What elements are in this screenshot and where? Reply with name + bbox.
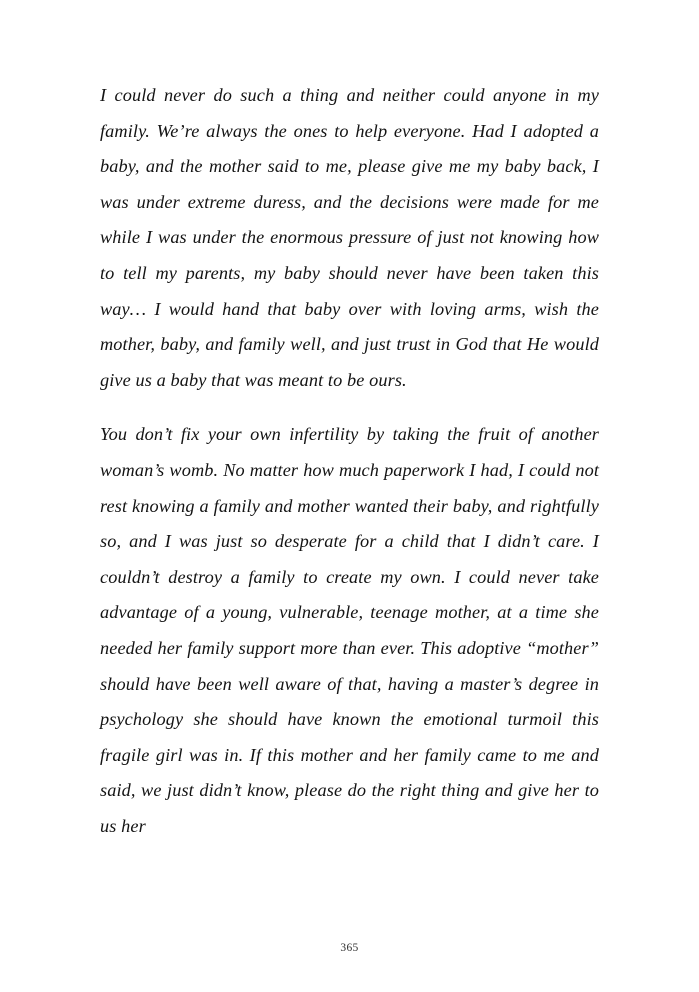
- page-number: 365: [340, 942, 359, 954]
- paragraph: You don’t fix your own infertility by taking the fruit of another woman’s womb. No matter how much paperwork I had, I could not rest knowing a family and mother wanted their baby, and rightfully so, and I was just so desperate for a child that I didn’t care. I couldn’t destroy a family to create my own. I could never take advantage of a young, vulnerable, teenage mother, at a time she needed her family support more than ever. This adoptive “mother” should have been well aware of that, having a master’s degree in psychology she should have known the emotional turmoil this fragile girl was in. If this mother and her family came to me and said, we just didn’t know, please do the right thing and give her to us her: [100, 424, 599, 836]
- page-body: [100, 78, 599, 844]
- paragraph: I could never do such a thing and neither could anyone in my family. We’re always the ones to help everyone. Had I adopted a baby, and the mother said to me, please give me my baby back, I was under extreme duress, and the decisions were made for me while I was under the enormous pressure of just not knowing how to tell my parents, my baby should never have been taken this way… I would hand that baby over with loving arms, wish the mother, baby, and family well, and just trust in God that He would give us a baby that was meant to be ours.: [100, 85, 599, 390]
